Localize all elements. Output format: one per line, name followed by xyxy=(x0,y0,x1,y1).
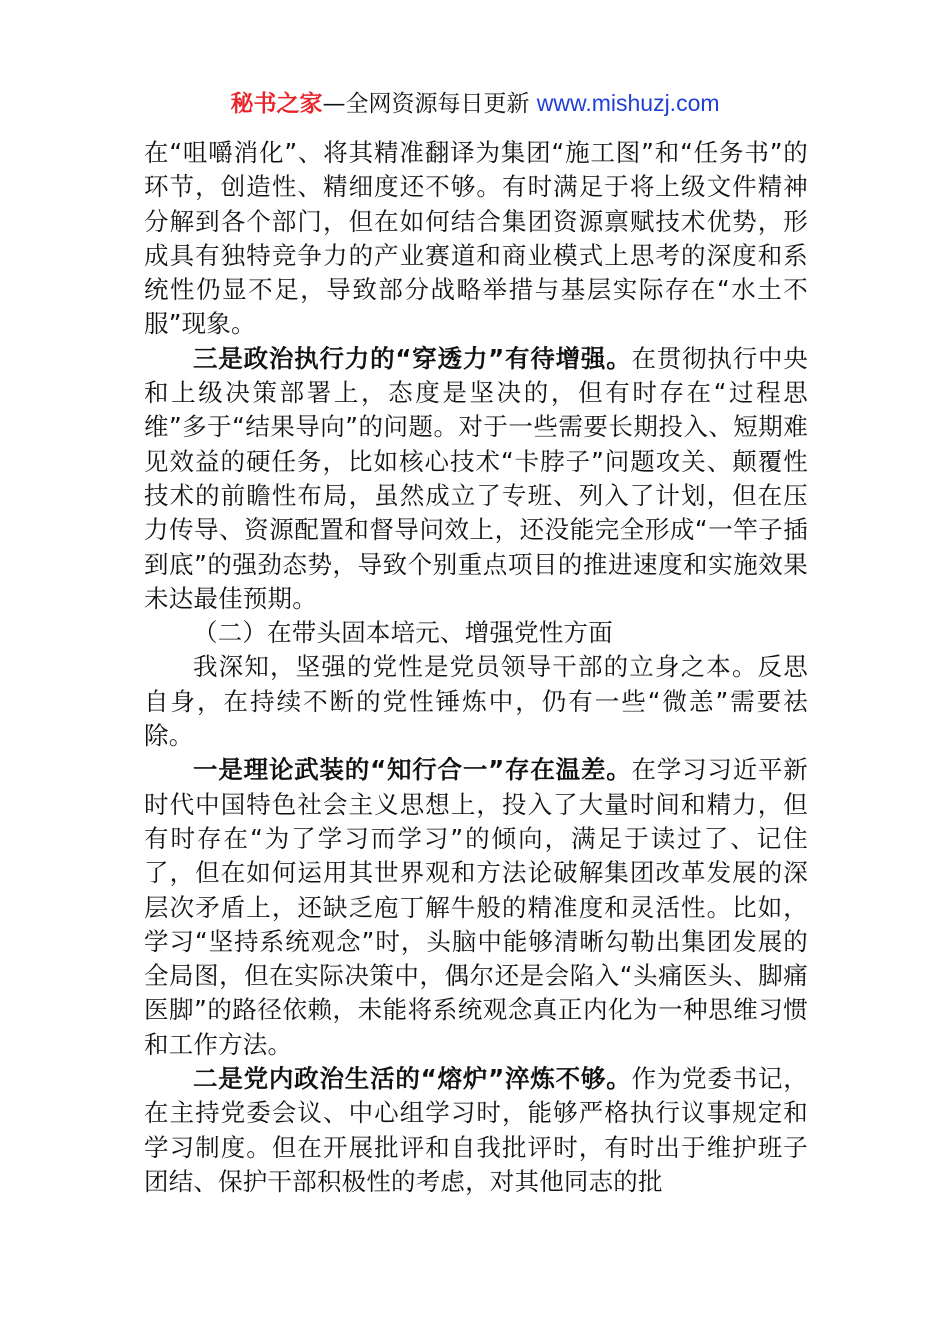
section-subheading: （二）在带头固本培元、增强党性方面 xyxy=(193,618,613,648)
paragraph-heading: 一是理论武装的“知行合一”存在温差。 xyxy=(193,755,632,785)
document-body xyxy=(144,136,808,1199)
site-url-link[interactable]: www.mishuzj.com xyxy=(536,90,720,116)
paragraph-heading: 三是政治执行力的“穿透力”有待增强。 xyxy=(193,343,632,373)
site-header xyxy=(0,86,950,121)
paragraph-political-execution xyxy=(144,342,808,616)
paragraph-political-life xyxy=(144,1062,808,1199)
paragraph-text: 在学习习近平新时代中国特色社会主义思想上，投入了大量时间和精力，但有时存在“为了学习而学习”的倾向，满足于读过了、记住了，但在如何运用其世界观和方法论破解集团改革发展的深层次矛盾上，还缺乏庖丁解牛般的精准度和灵活性。比如，学习“坚持系统观念”时，头脑中能够清晰勾勒出集团发展的全局图，但在实际决策中，偶尔还是会陷入“头痛医头、脚痛医脚”的路径依赖，未能将系统观念真正内化为一种思维习惯和工作方法。 xyxy=(144,755,808,1059)
paragraph-text: 在贯彻执行中央和上级决策部署上，态度是坚决的，但有时存在“过程思维”多于“结果导向”的问题。对于一些需要长期投入、短期难见效益的硬任务，比如核心技术“卡脖子”问题攻关、颠覆性技术的前瞻性布局，虽然成立了专班、列入了计划，但在压力传导、资源配置和督导问效上，还没能完全形成“一竿子插到底”的强劲态势，导致个别重点项目的推进速度和实施效果未达最佳预期。 xyxy=(144,343,808,613)
brand-name: 秘书之家 xyxy=(230,91,323,117)
paragraph-intro: 我深知，坚强的党性是党员领导干部的立身之本。反思自身，在持续不断的党性锤炼中，仍有一些“微恙”需要祛除。 xyxy=(144,652,808,751)
paragraph-heading: 二是党内政治生活的“熔炉”淬炼不够。 xyxy=(193,1064,632,1094)
paragraph-text: 作为党委书记，在主持党委会议、中心组学习时，能够严格执行议事规定和学习制度。但在开展批评和自我批评时，有时出于维护班子团结、保护干部积极性的考虑，对其他同志的批 xyxy=(144,1064,808,1196)
header-tagline: —全网资源每日更新 xyxy=(322,91,537,117)
paragraph-continuation: 在“咀嚼消化”、将其精准翻译为集团“施工图”和“任务书”的环节，创造性、精细度还不够。有时满足于将上级文件精神分解到各个部门，但在如何结合集团资源禀赋技术优势，形成具有独特竞争力的产业赛道和商业模式上思考的深度和系统性仍显不足，导致部分战略举措与基层实际存在“水土不服”现象。 xyxy=(144,138,808,339)
paragraph-theory-practice xyxy=(144,753,808,1062)
